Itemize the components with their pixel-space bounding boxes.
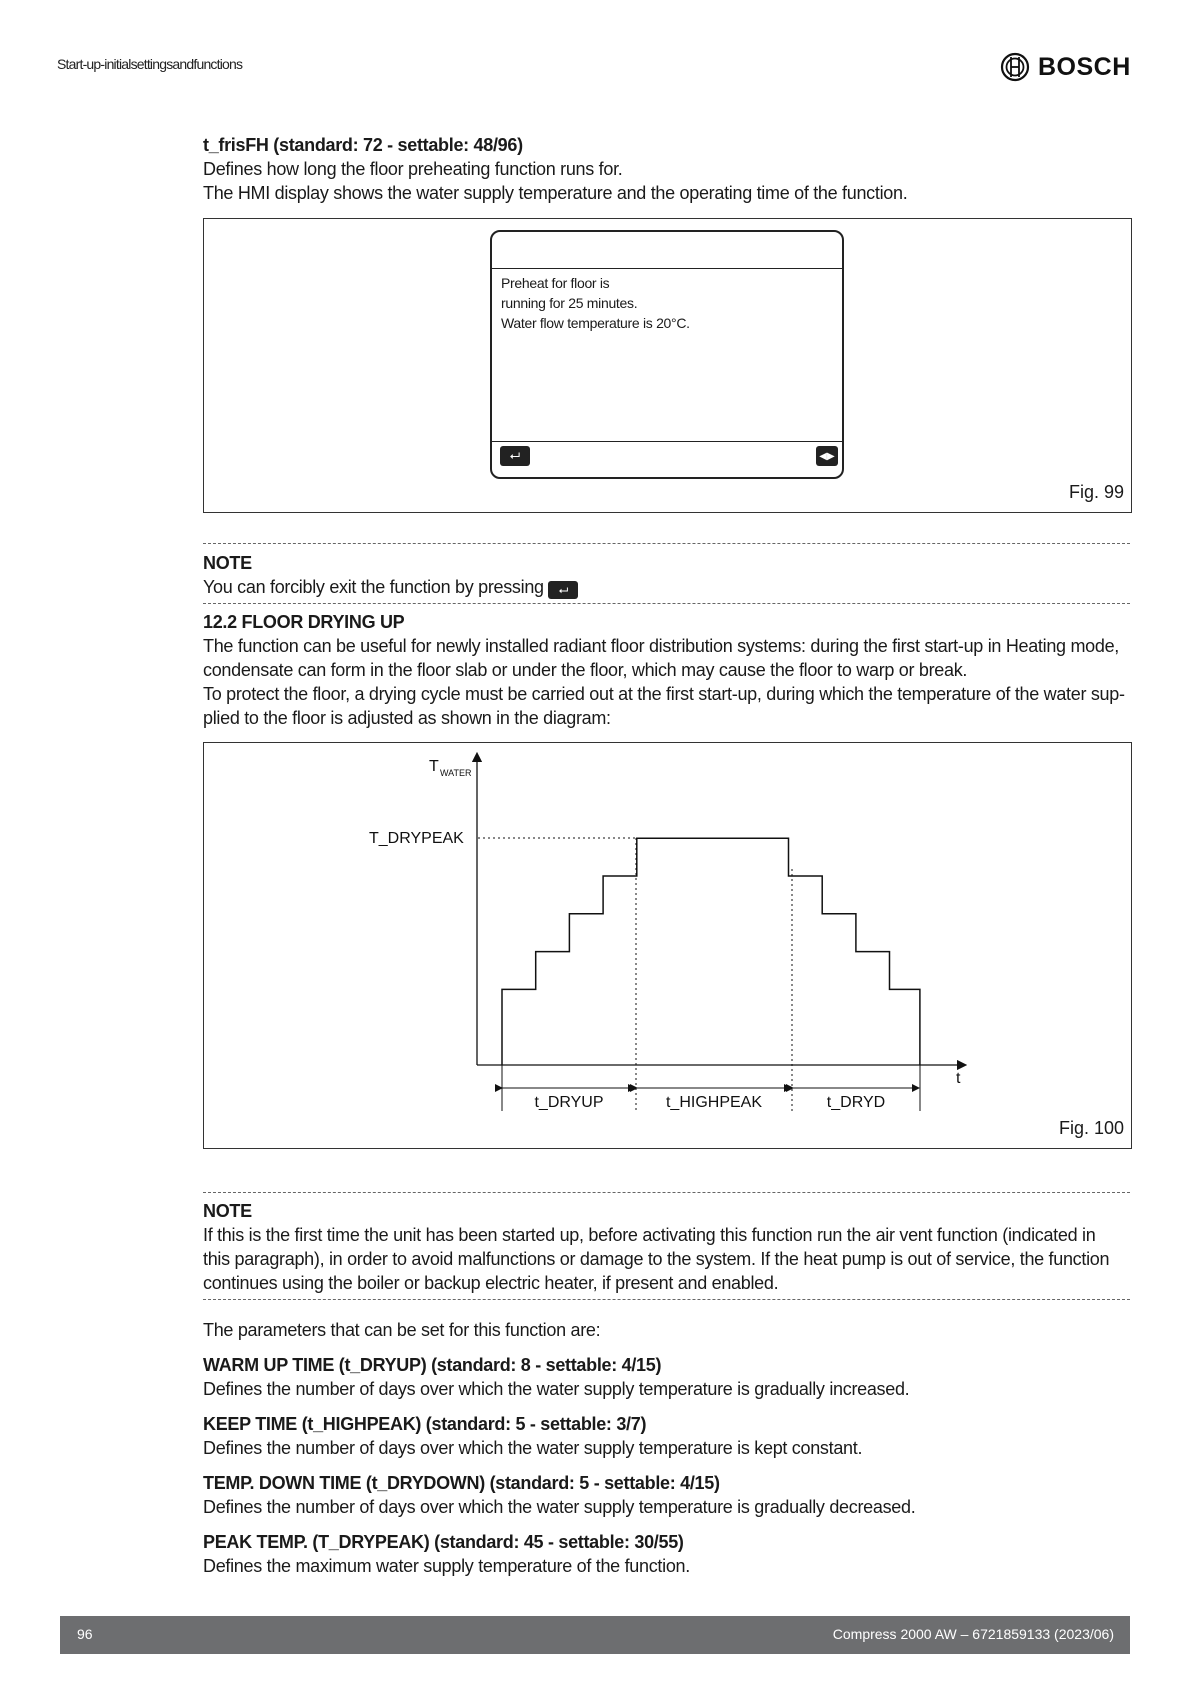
left-right-button[interactable] [816,446,838,466]
temperature-profile [502,838,920,1065]
note-title: NOTE [203,553,252,573]
note-line: If this is the first time the unit has been started up, before activating this function run the air vent function (indicated in [203,1225,1096,1245]
parameter-item [203,1530,1130,1578]
enter-button[interactable] [500,446,530,466]
note-1 [203,551,1130,599]
parameter-item [203,1353,1130,1401]
paragraph-line: To protect the floor, a drying cycle must be carried out at the first start-up, during which the temperature of the water sup- [203,684,1125,704]
parameters-intro: The parameters that can be set for this function are: [203,1320,601,1340]
parameter-heading: PEAK TEMP. (T_DRYPEAK) (standard: 45 - settable: 30/55) [203,1532,684,1552]
y-axis-label: T [429,758,439,775]
parameter-heading: TEMP. DOWN TIME (t_DRYDOWN) (standard: 5 - settable: 4/15) [203,1473,720,1493]
section-heading: 12.2 FLOOR DRYING UP [203,612,405,632]
note-line: continues using the boiler or backup electric heater, if present and enabled. [203,1273,779,1293]
parameters-section [203,1318,1130,1578]
page-number: 96 [77,1626,93,1642]
screen-line: running for 25 minutes. [501,295,638,311]
figure-caption: Fig. 100 [1058,1118,1124,1138]
paragraph-line: plied to the floor is adjusted as shown in the diagram: [203,708,611,728]
note-2 [203,1199,1130,1295]
drying-chart [204,743,1131,1148]
note-text-span: You can forcibly exit the function by pressing [203,577,544,597]
parameter-desc: Defines the number of days over which the water supply temperature is gradually decreased. [203,1497,916,1517]
divider [203,603,1130,604]
note-line: this paragraph), in order to avoid malfunctions or damage to the system. If the heat pump is out of service, the function [203,1249,1110,1269]
phase-label-dryup: t_DRYUP [534,1094,604,1111]
page-footer [60,1616,1130,1654]
hmi-screen [490,230,844,479]
note-text [203,575,1130,599]
peak-label: T_DRYPEAK [369,830,464,847]
parameter-heading: KEEP TIME (t_HIGHPEAK) (standard: 5 - settable: 3/7) [203,1414,647,1434]
paragraph-line: The function can be useful for newly installed radiant floor distribution systems: during the first start-up in Heating mode, [203,636,1119,656]
section-12-2 [203,610,1130,730]
parameter-desc: Defines the number of days over which the water supply temperature is gradually increased. [203,1379,910,1399]
enter-icon: ⮠ [548,581,578,599]
enter-icon: ⮠ [509,448,521,463]
y-axis-sublabel: WATER [440,768,472,778]
screen-top-divider [492,268,842,269]
note-title: NOTE [203,1201,252,1221]
parameter-heading: WARM UP TIME (t_DRYUP) (standard: 8 - settable: 4/15) [203,1355,662,1375]
screen-bottom-divider [492,441,842,442]
fig-100-box [203,742,1132,1149]
frisfh-section [203,133,1130,205]
document-id: Compress 2000 AW – 6721859133 (2023/06) [832,1626,1114,1642]
phase-label-dryd: t_DRYD [826,1094,886,1111]
brand-name: BOSCH [1038,52,1131,81]
figure-caption: Fig. 99 [1068,482,1124,502]
divider [203,543,1130,544]
screen-line: Preheat for floor is [501,275,610,291]
paragraph-line: condensate can form in the floor slab or under the floor, which may cause the floor to warp or break. [203,660,968,680]
phase-label-highpeak: t_HIGHPEAK [665,1094,763,1111]
parameter-item [203,1471,1130,1519]
screen-message [501,273,690,333]
divider [203,1299,1130,1300]
frisfh-line1: Defines how long the floor preheating function runs for. [203,159,623,179]
frisfh-heading: t_frisFH (standard: 72 - settable: 48/96) [203,135,523,155]
bosch-armature-icon [1000,52,1030,82]
divider [203,1192,1130,1193]
brand-logo [1000,52,1131,82]
x-axis-label: t [956,1070,961,1087]
parameter-desc: Defines the maximum water supply temperature of the function. [203,1556,690,1576]
screen-line: Water flow temperature is 20°C. [501,315,690,331]
parameter-item [203,1412,1130,1460]
running-header: Start-up-initialsettingsandfunctions [57,56,243,72]
parameter-desc: Defines the number of days over which the water supply temperature is kept constant. [203,1438,863,1458]
frisfh-line2: The HMI display shows the water supply temperature and the operating time of the function. [203,183,908,203]
left-right-arrows-icon: ◀▶ [819,450,835,462]
fig-99-box [203,218,1132,513]
